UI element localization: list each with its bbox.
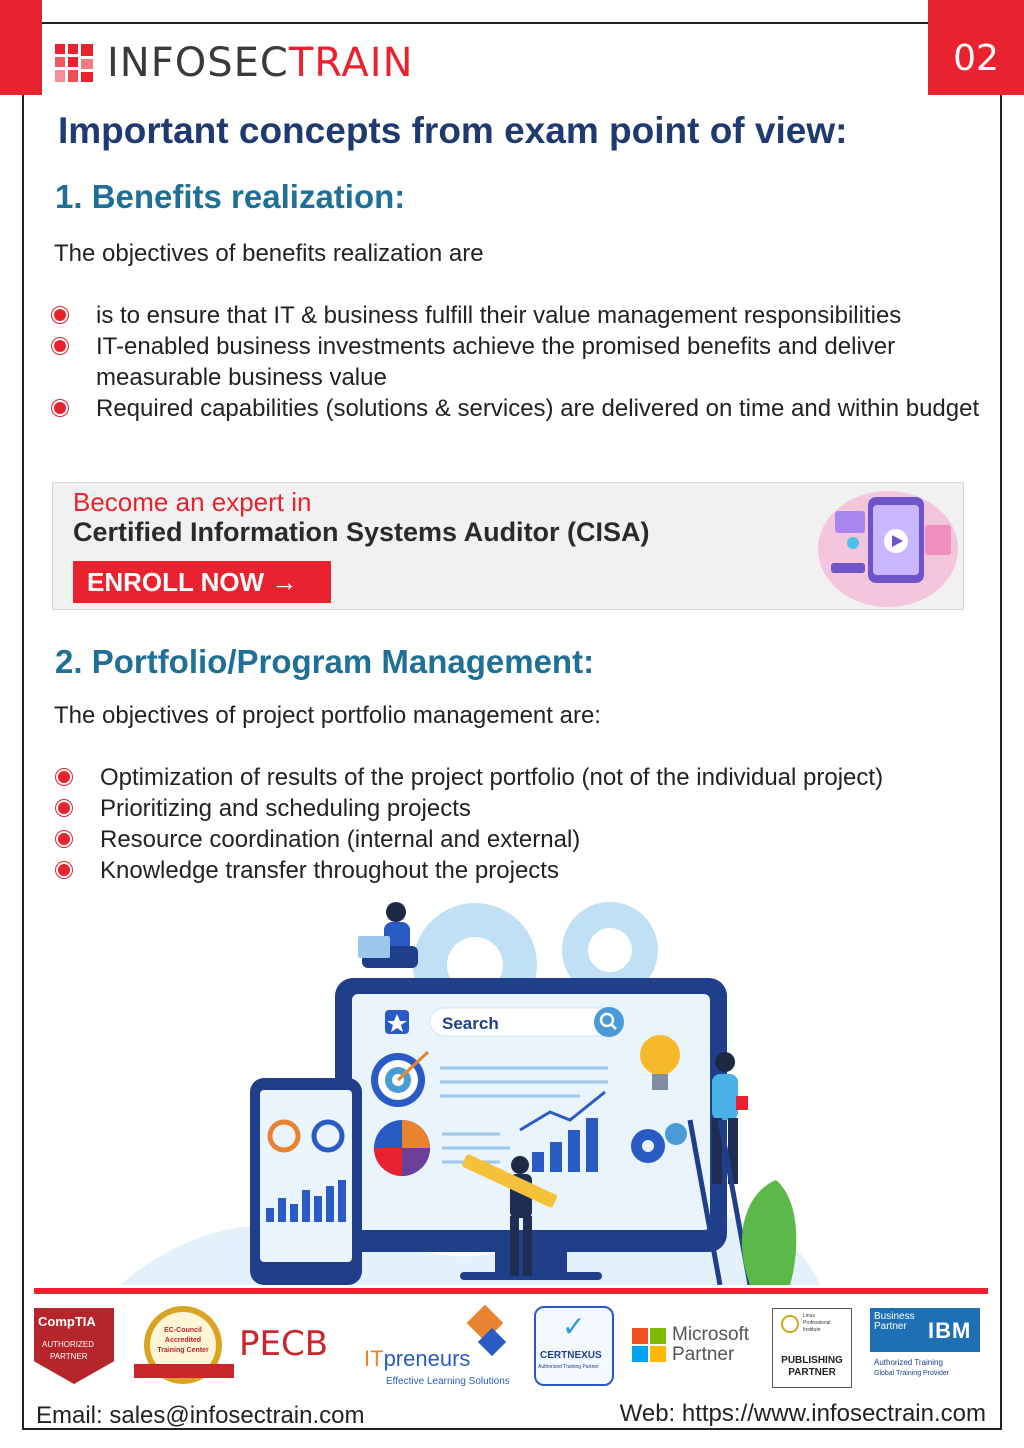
logo-text-infosec: INFOSEC — [107, 40, 289, 86]
footer-email[interactable]: Email: sales@infosectrain.com — [36, 1402, 365, 1429]
section2-title: 2. Portfolio/Program Management: — [55, 643, 595, 680]
page-number: 02 — [953, 38, 999, 79]
bullet-icon — [54, 309, 66, 321]
dashboard-illustration — [100, 890, 820, 1285]
corner-decoration — [0, 0, 42, 95]
list-item: Required capabilities (solutions & services) are delivered on time and within budget — [96, 393, 986, 424]
search-label: Search — [442, 1014, 499, 1033]
ec-council-logo[interactable]: EC-Council Accredited Training Center — [134, 1306, 234, 1388]
partner-logos — [34, 1304, 990, 1390]
certnexus-logo[interactable]: ✓ CERTNEXUS Authorized Training Partner — [534, 1306, 614, 1386]
plant-icon — [742, 1180, 796, 1285]
ibm-business-partner-logo[interactable]: Business Partner IBM Authorized Training Global Training Provider — [870, 1308, 982, 1388]
cisa-promo-banner[interactable] — [52, 482, 964, 610]
section2-intro: The objectives of project portfolio management are: — [54, 702, 601, 729]
bullet-icon — [58, 864, 70, 876]
list-item: Knowledge transfer throughout the projects — [100, 855, 980, 886]
infosectrain-logo[interactable] — [55, 40, 414, 86]
enroll-now-button[interactable]: ENROLL NOW → — [73, 561, 331, 603]
footer-divider — [34, 1288, 988, 1294]
list-item: Resource coordination (internal and external) — [100, 824, 980, 855]
comptia-logo[interactable]: CompTIA AUTHORIZED PARTNER — [34, 1308, 114, 1386]
bullet-icon — [54, 340, 66, 352]
logo-text-train: TRAIN — [288, 40, 414, 86]
person-laptop-icon — [358, 902, 418, 968]
section1-intro: The objectives of benefits realization are — [54, 240, 484, 267]
list-item: is to ensure that IT & business fulfill their value management responsibilities — [96, 300, 986, 331]
pie-chart-icon — [374, 1120, 430, 1176]
bullet-icon — [54, 402, 66, 414]
search-icon — [594, 1007, 624, 1037]
footer-website[interactable]: Web: https://www.infosectrain.com — [619, 1400, 986, 1427]
itpreneurs-logo[interactable]: ITpreneurs Effective Learning Solutions — [364, 1310, 524, 1390]
bullet-icon — [58, 771, 70, 783]
section2-bullet-list — [100, 762, 980, 886]
page-title: Important concepts from exam point of view: — [58, 110, 848, 151]
banner-illustration-icon — [813, 483, 963, 609]
pecb-logo[interactable]: PECB — [239, 1324, 329, 1364]
bullet-icon — [58, 833, 70, 845]
checkmark-icon: ✓ — [562, 1311, 586, 1342]
list-item: Prioritizing and scheduling projects — [100, 793, 980, 824]
section1-bullet-list — [96, 300, 986, 424]
list-item: Optimization of results of the project portfolio (not of the individual project) — [100, 762, 980, 793]
bullet-icon — [58, 802, 70, 814]
section1-title: 1. Benefits realization: — [55, 178, 406, 215]
microsoft-partner-logo[interactable]: Microsoft Partner — [632, 1328, 762, 1370]
banner-line2: Certified Information Systems Auditor (CISA) — [73, 517, 650, 547]
lpi-publishing-partner-logo[interactable]: Linux Professional Institute PUBLISHING PARTNER — [772, 1308, 852, 1388]
logo-mark-icon — [55, 44, 93, 82]
list-item: IT-enabled business investments achieve the promised benefits and deliver measurable business value — [96, 331, 986, 393]
banner-line1: Become an expert in — [73, 487, 312, 517]
